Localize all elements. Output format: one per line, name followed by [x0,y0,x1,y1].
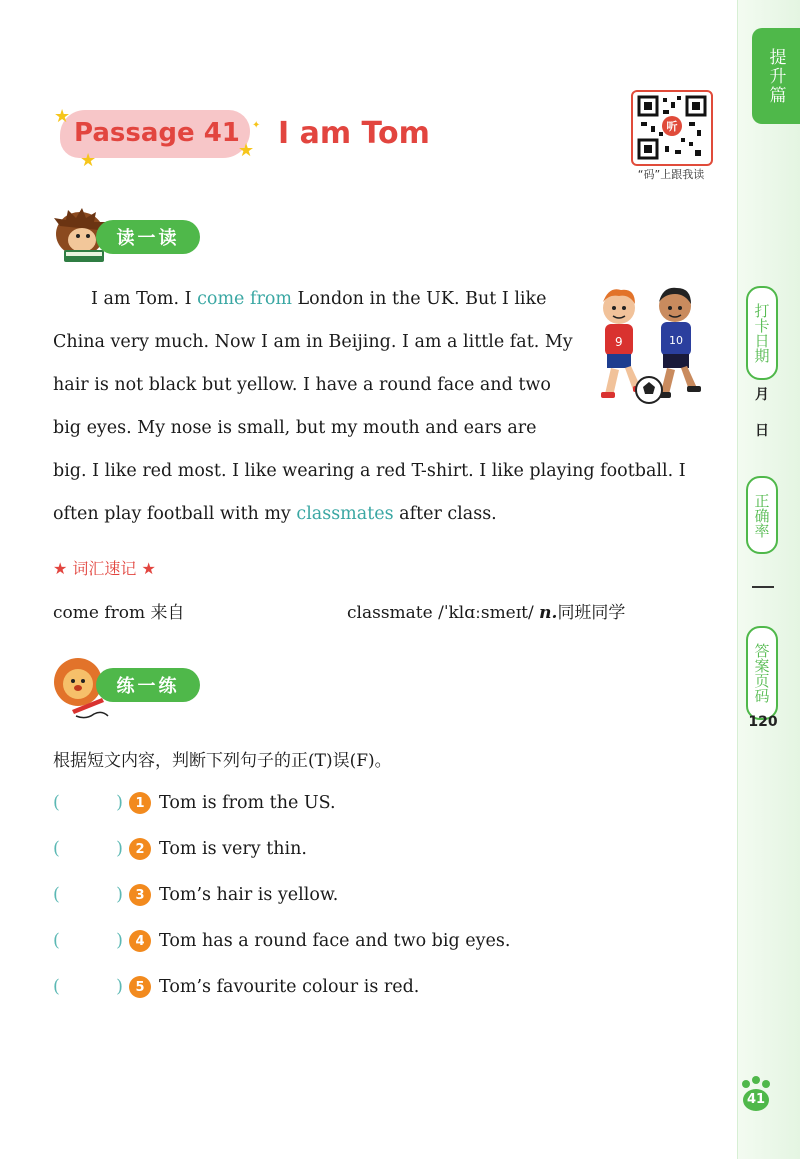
page-title: I am Tom [278,116,430,151]
month-label: 月 [755,387,769,403]
question-row [53,926,510,956]
read-section-header [52,208,212,258]
star-icon: ★ [80,150,97,171]
question-text: Tom’s hair is yellow. [159,885,339,905]
vocab-highlight-classmates: classmates [296,504,394,524]
answer-blank[interactable]: ( ) [53,839,123,859]
answer-blank[interactable]: ( ) [53,793,123,813]
practice-section-label: 练一练 [96,668,200,702]
level-tab: 提升篇 [752,28,800,124]
page-number-badge [738,1076,774,1112]
question-row [53,880,338,910]
svg-text:10: 10 [669,334,683,347]
qr-code[interactable] [627,88,715,186]
football-players-icon [589,282,717,408]
question-row [53,788,336,818]
star-icon: ✦ [252,120,261,131]
answer-blank[interactable]: ( ) [53,977,123,997]
vocab-item-come-from: come from 来自 [53,603,185,623]
star-icon: ★ [238,140,255,161]
side-bar [737,0,800,1159]
qr-code-frame [631,90,713,166]
page-number: 41 [746,1092,766,1107]
accuracy-dash [752,586,774,588]
question-row [53,834,307,864]
accuracy-label: 正确率 [746,476,778,554]
question-text: Tom is from the US. [159,793,336,813]
star-icon: ★ [54,106,71,127]
question-number-badge: 4 [129,930,151,952]
answer-page-number: 120 [748,714,778,730]
question-number-badge: 1 [129,792,151,814]
passage-title-banner [52,104,572,171]
vocab-meaning: 同班同学 [557,603,626,623]
football-players-illustration [589,282,717,408]
question-row [53,972,419,1002]
passage-paragraph: I am Tom. I come from London in the UK. But I like China very much. Now I am in Beijing. I am a little fat. My hair is not black but yellow. I have a round face and two big eyes. My nose is small, but my mouth and ears are big. I like red most. I like wearing a red T-shirt. I like playing football. I often play football with my classmates after class. [53,289,686,524]
vocab-item-classmate [347,598,625,623]
question-text: Tom’s favourite colour is red. [159,977,420,997]
vocab-title: ★ 词汇速记 ★ [53,559,156,578]
svg-text:9: 9 [615,335,623,349]
read-section-label: 读一读 [96,220,200,254]
vocab-pos: n. [539,603,558,623]
question-text: Tom is very thin. [159,839,307,859]
passage-body [53,278,717,536]
question-text: Tom has a round face and two big eyes. [159,931,511,951]
qr-listen-badge: 听 [666,120,678,133]
vocab-word-phonetic: classmate /ˈklɑːsmeɪt/ [347,603,540,623]
passage-label: Passage 41 [74,118,240,148]
answer-blank[interactable]: ( ) [53,931,123,951]
answer-blank[interactable]: ( ) [53,885,123,905]
vocab-highlight-come-from: come from [197,289,292,309]
practice-section-header [52,656,212,706]
exercise-instructions: 根据短文内容，判断下列句子的正(T)误(F)。 [53,751,392,771]
answer-page-label: 答案页码 [746,626,778,720]
qr-caption: “码”上跟我读 [637,168,705,181]
day-label: 日 [755,423,769,439]
checkin-date-label: 打卡日期 [746,286,778,380]
question-number-badge: 5 [129,976,151,998]
question-number-badge: 2 [129,838,151,860]
question-number-badge: 3 [129,884,151,906]
